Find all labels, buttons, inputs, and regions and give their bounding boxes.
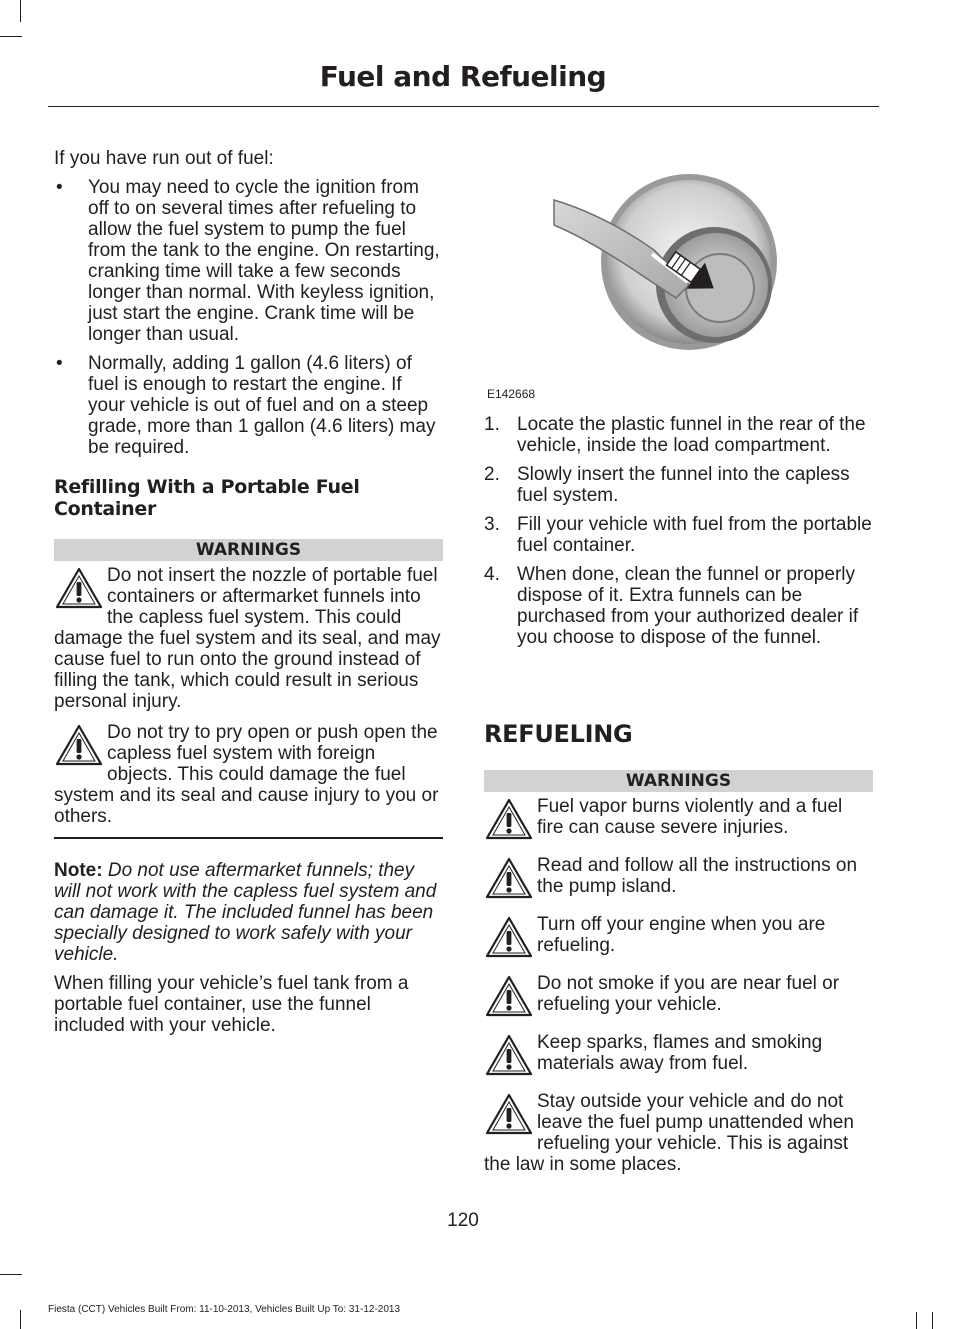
warning-triangle-icon <box>54 566 104 610</box>
list-item <box>54 177 443 345</box>
warning-item <box>484 973 873 1018</box>
step-number: 3. <box>484 514 500 535</box>
step-text: Fill your vehicle with fuel from the portable fuel container. <box>517 514 872 556</box>
warning-triangle-icon <box>54 723 104 767</box>
warning-text: Keep sparks, flames and smoking materials away from fuel. <box>537 1032 823 1074</box>
numbered-steps <box>484 414 874 656</box>
warning-triangle-icon <box>484 1092 534 1136</box>
warning-text: Turn off your engine when you are refueling. <box>537 914 826 956</box>
warning-item <box>484 855 873 900</box>
intro-text: If you have run out of fuel: <box>54 148 274 169</box>
left-column <box>54 148 443 1044</box>
warning-item <box>484 1091 873 1175</box>
warning-item <box>484 914 873 959</box>
section-heading: Refilling With a Portable Fuel Container <box>54 476 360 520</box>
warning-item <box>484 796 873 841</box>
list-item <box>484 564 874 648</box>
warning-triangle-icon <box>484 797 534 841</box>
closing-text: When filling your vehicle’s fuel tank from a portable fuel container, use the funnel included with your vehicle. <box>54 973 409 1036</box>
warning-triangle-icon <box>484 1033 534 1077</box>
warnings-banner: WARNINGS <box>54 539 443 561</box>
bullet-icon: • <box>56 177 63 198</box>
step-number: 2. <box>484 464 500 485</box>
bullet-list <box>54 177 443 458</box>
step-text: Locate the plastic funnel in the rear of the vehicle, inside the load compartment. <box>517 414 866 456</box>
note-label: Note: <box>54 860 103 881</box>
warning-text: Fuel vapor burns violently and a fuel fire can cause severe injuries. <box>537 796 843 838</box>
section-heading-refueling: REFUELING <box>484 720 633 748</box>
warning-item <box>484 1032 873 1077</box>
note-text: Do not use aftermarket funnels; they will not work with the capless fuel system and can damage it. The included funnel has been specially designed to work safely with your vehicle. <box>54 860 437 965</box>
crop-mark <box>932 1312 933 1329</box>
crop-mark <box>20 0 21 22</box>
crop-mark <box>916 1312 917 1329</box>
bullet-icon: • <box>56 353 63 374</box>
title-divider <box>48 106 879 107</box>
warning-text: Do not try to pry open or push open the capless fuel system with foreign objects. This could damage the fuel system and its seal and cause injury to you or others. <box>54 722 439 827</box>
warning-triangle-icon <box>484 974 534 1018</box>
footer-text: Fiesta (CCT) Vehicles Built From: 11-10-2013, Vehicles Built Up To: 31-12-2013 <box>48 1304 401 1315</box>
crop-mark <box>0 36 22 37</box>
list-item <box>484 464 874 506</box>
list-item <box>484 514 874 556</box>
page-number: 120 <box>447 1210 479 1231</box>
note-paragraph <box>54 860 443 965</box>
step-text: Slowly insert the funnel into the capless fuel system. <box>517 464 850 506</box>
warnings-end-divider <box>54 837 443 839</box>
warning-item <box>54 722 443 827</box>
capless-fuel-funnel-illustration <box>484 170 873 402</box>
list-item-text: You may need to cycle the ignition from off to on several times after refueling to allow the fuel system to pump the fuel from the tank to the engine. On restarting, cranking time will take a few seconds longer than normal. With keyless ignition, just start the engine. Crank time will be longer than usual. <box>88 177 440 345</box>
warnings-banner: WARNINGS <box>484 770 873 792</box>
warning-text: Read and follow all the instructions on the pump island. <box>537 855 858 897</box>
warning-triangle-icon <box>484 915 534 959</box>
list-item <box>54 353 443 458</box>
list-item-text: Normally, adding 1 gallon (4.6 liters) of fuel is enough to restart the engine. If your vehicle is out of fuel and on a steep grade, more than 1 gallon (4.6 liters) may be required. <box>88 353 436 458</box>
warning-text: Stay outside your vehicle and do not leave the fuel pump unattended when refueling your vehicle. This is against the law in some places. <box>484 1091 854 1175</box>
step-text: When done, clean the funnel or properly dispose of it. Extra funnels can be purchased from your authorized dealer if you choose to dispose of the funnel. <box>517 564 859 648</box>
step-number: 1. <box>484 414 500 435</box>
list-item <box>484 414 874 456</box>
page-title: Fuel and Refueling <box>319 60 607 93</box>
crop-mark <box>20 1310 21 1329</box>
warning-triangle-icon <box>484 856 534 900</box>
warning-item <box>54 565 443 712</box>
step-number: 4. <box>484 564 500 585</box>
warning-text: Do not insert the nozzle of portable fuel containers or aftermarket funnels into the capless fuel system. This could damage the fuel system and its seal, and may cause fuel to run onto the ground instead of filling the tank, which could result in serious personal injury. <box>54 565 441 712</box>
crop-mark <box>0 1274 22 1275</box>
figure-code: E142668 <box>487 387 536 401</box>
warning-text: Do not smoke if you are near fuel or refueling your vehicle. <box>537 973 840 1015</box>
refueling-warnings <box>484 770 873 1189</box>
